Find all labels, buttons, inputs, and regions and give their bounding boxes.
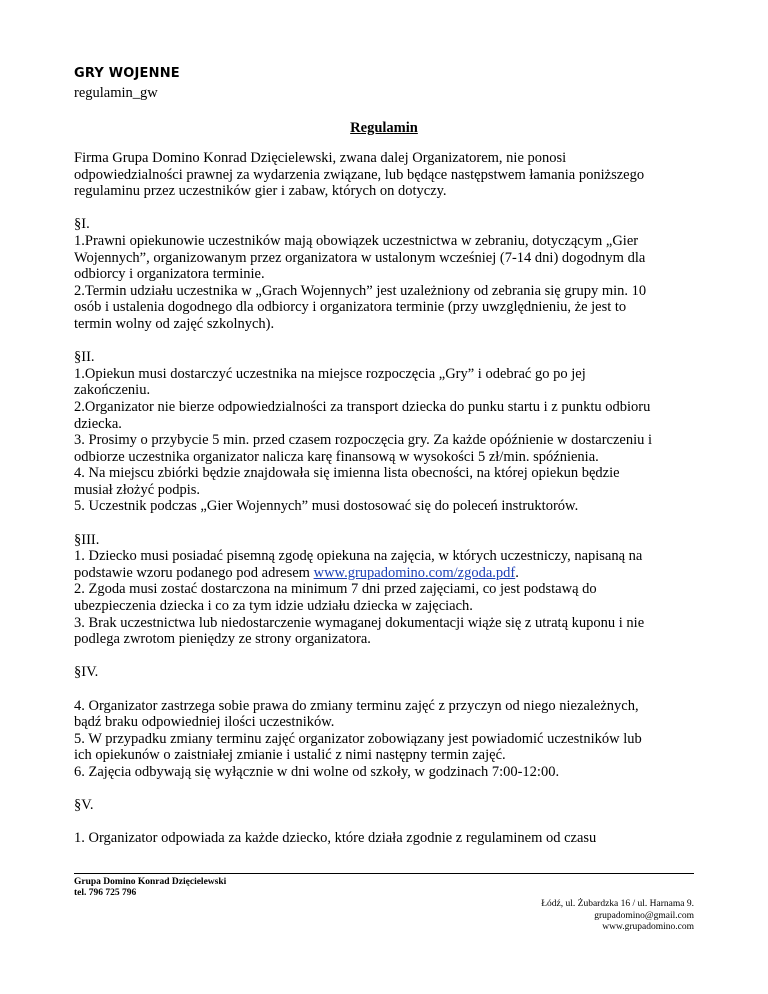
text-line: 2. Zgoda musi zostać dostarczona na minimum 7 dni przed zajęciami, co jest podstawą do	[74, 581, 597, 598]
text-line: 1. Organizator odpowiada za każde dziecko, które działa zgodnie z regulaminem od czasu	[74, 830, 597, 847]
text-line: termin wolny od zajęć szkolnych).	[74, 315, 275, 332]
text-line: regulaminu przez uczestników gier i zabaw, których on dotyczy.	[74, 183, 447, 200]
section-heading: §IV.	[74, 664, 99, 681]
text-line: 1.Opiekun musi dostarczyć uczestnika na miejsce rozpoczęcia „Gry” i odebrać go po jej	[74, 365, 586, 382]
section-1	[74, 216, 704, 332]
footer-phone: tel. 796 725 796	[74, 888, 137, 898]
section-2	[74, 349, 704, 515]
section-heading: §II.	[74, 349, 95, 366]
text-line: osób i ustalenia dogodnego dla odbiorcy i organizatora terminie (przy uwzględnieniu, że jest to	[74, 299, 627, 316]
footer-company-block	[74, 877, 226, 899]
section-3	[74, 532, 704, 648]
text-line-with-link	[74, 565, 704, 582]
footer-divider	[74, 873, 694, 874]
text-line: 1. Dziecko musi posiadać pisemną zgodę opiekuna na zajęcia, w których uczestniczy, napisaną na	[74, 548, 643, 565]
footer-address: Łódź, ul. Żubardzka 16 / ul. Harnama 9.	[541, 899, 694, 909]
text-line: odpowiedzialności prawnej za wydarzenia związane, lub będące następstwem łamania poniższego	[74, 166, 645, 183]
footer-company-name: Grupa Domino Konrad Dzięcielewski	[74, 877, 227, 887]
text-line: bądź braku odpowiedniej ilości uczestników.	[74, 714, 335, 731]
text-line: dziecka.	[74, 415, 122, 432]
section-heading: §III.	[74, 531, 100, 548]
document-title: Regulamin	[350, 120, 418, 136]
text-line: 2.Organizator nie bierze odpowiedzialności za transport dziecka do punku startu i z punktu odbioru	[74, 398, 651, 415]
text-line: odbiorze uczestnika organizator nalicza karę finansową w wysokości 5 zł/min. spóźnienia.	[74, 448, 599, 465]
text-line: 4. Organizator zastrzega sobie prawa do zmiany terminu zajęć z przyczyn od niego niezależnych,	[74, 697, 639, 714]
text-line: 5. Uczestnik podczas „Gier Wojennych” musi dostosować się do poleceń instruktorów.	[74, 498, 579, 515]
text-line: 3. Brak uczestnictwa lub niedostarczenie wymaganej dokumentacji wiąże się z utratą kuponu i nie	[74, 614, 645, 631]
footer-website: www.grupadomino.com	[602, 922, 694, 932]
text-line: Firma Grupa Domino Konrad Dzięcielewski, zwana dalej Organizatorem, nie ponosi	[74, 150, 567, 166]
text-line: musiał złożyć podpis.	[74, 481, 201, 498]
document-body	[74, 150, 704, 847]
intro-paragraph	[74, 150, 704, 200]
consent-form-link[interactable]: www.grupadomino.com/zgoda.pdf	[313, 564, 516, 581]
section-5	[74, 797, 704, 847]
text-line: Wojennych”, organizowanym przez organizatora w ustalonym wcześniej (7-14 dni) dogodnym dla	[74, 249, 646, 266]
text-line: 3. Prosimy o przybycie 5 min. przed czasem rozpoczęcia gry. Za każde opóźnienie w dostarczeniu i	[74, 432, 653, 449]
link-prefix: podstawie wzoru podanego pod adresem	[74, 564, 314, 581]
header-subtitle: regulamin_gw	[74, 85, 158, 101]
footer-email: grupadomino@gmail.com	[594, 910, 694, 921]
text-line: 1.Prawni opiekunowie uczestników mają obowiązek uczestnictwa w zebraniu, dotyczącym „Gier	[74, 232, 639, 249]
section-heading: §I.	[74, 216, 90, 233]
text-line: zakończeniu.	[74, 382, 151, 399]
text-line: 2.Termin udziału uczestnika w „Grach Wojennych” jest uzależniony od zebrania się grupy min. 10	[74, 282, 647, 299]
text-line: 6. Zajęcia odbywają się wyłącznie w dni wolne od szkoły, w godzinach 7:00-12:00.	[74, 763, 560, 780]
text-line: odbiorcy i organizatora terminie.	[74, 266, 265, 283]
header-title: GRY WOJENNE	[74, 66, 180, 81]
footer-contact-block	[541, 899, 694, 934]
section-4	[74, 664, 704, 780]
section-heading: §V.	[74, 797, 94, 814]
text-line: 5. W przypadku zmiany terminu zajęć organizator zobowiązany jest powiadomić uczestników lub	[74, 730, 642, 747]
text-line: podlega zwrotom pieniędzy ze strony organizatora.	[74, 631, 371, 648]
text-line: ubezpieczenia dziecka i co za tym idzie udziału dziecka w zajęciach.	[74, 598, 473, 615]
text-line: ich opiekunów o zaistniałej zmianie i ustalić z nimi następny termin zajęć.	[74, 747, 506, 764]
text-line: 4. Na miejscu zbiórki będzie znajdowała się imienna lista obecności, na której opiekun będzie	[74, 465, 620, 482]
link-suffix: .	[515, 564, 519, 581]
